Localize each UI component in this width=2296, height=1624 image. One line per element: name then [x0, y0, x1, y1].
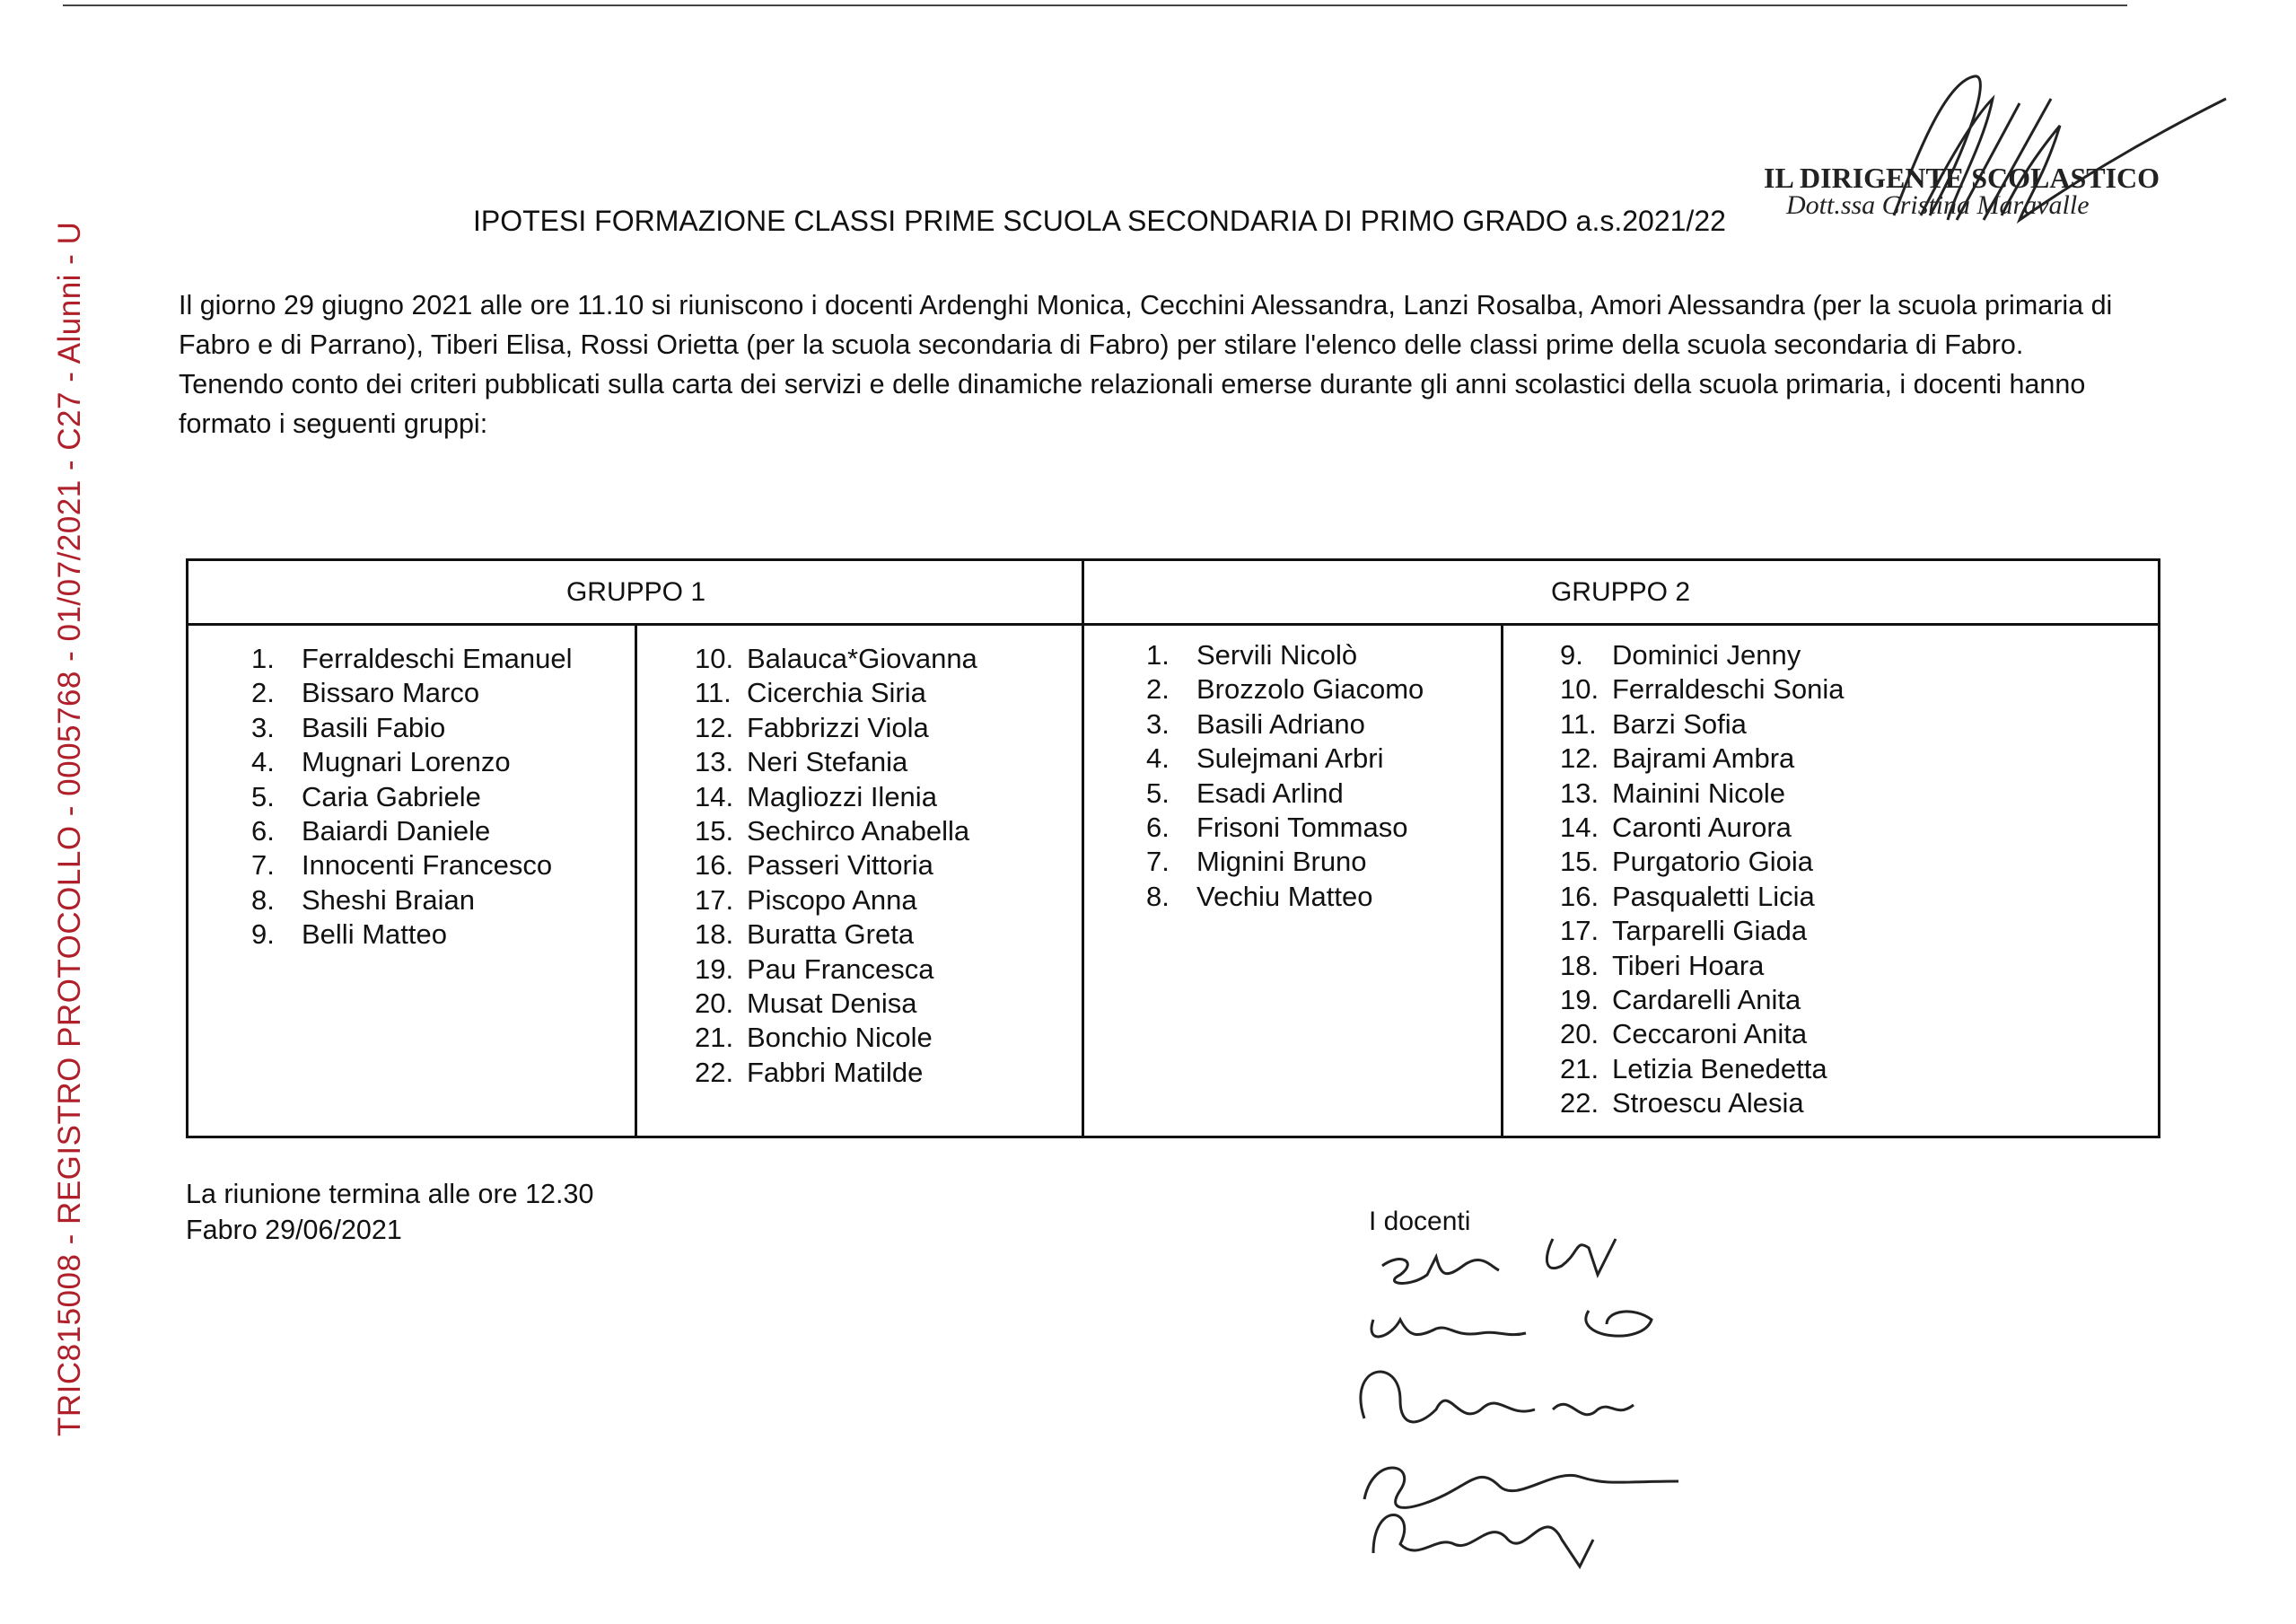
top-rule — [63, 4, 2127, 6]
student-number: 4. — [1146, 742, 1170, 775]
student-number: 12. — [695, 711, 734, 743]
student-item — [1560, 845, 1844, 879]
group-1-list-b — [695, 642, 977, 1090]
student-item — [695, 814, 977, 848]
student-number: 1. — [1146, 639, 1170, 671]
student-name: Caronti Aurora — [1612, 812, 1792, 844]
student-item — [251, 676, 573, 710]
student-item — [251, 814, 573, 848]
student-item — [1146, 880, 1424, 914]
student-item — [695, 676, 977, 710]
student-number: 13. — [1560, 777, 1599, 809]
student-number: 13. — [695, 746, 734, 778]
student-name: Pasqualetti Licia — [1612, 880, 1815, 912]
student-name: Piscopo Anna — [747, 883, 917, 916]
student-item — [1146, 707, 1424, 742]
column-divider — [635, 626, 637, 1136]
student-item — [251, 917, 573, 952]
student-name: Belli Matteo — [302, 918, 447, 951]
student-item — [1560, 742, 1844, 776]
student-number: 9. — [251, 918, 275, 951]
student-number: 9. — [1560, 639, 1583, 671]
column-divider — [1501, 626, 1503, 1136]
student-name: Fabbri Matilde — [747, 1056, 924, 1088]
student-item — [251, 642, 573, 676]
student-number: 12. — [1560, 742, 1599, 775]
student-number: 16. — [1560, 880, 1599, 912]
student-name: Letizia Benedetta — [1612, 1052, 1827, 1084]
student-name: Esadi Arlind — [1196, 777, 1344, 809]
place-date: Fabro 29/06/2021 — [186, 1215, 402, 1245]
student-name: Mugnari Lorenzo — [302, 746, 511, 778]
student-number: 16. — [695, 849, 734, 882]
student-name: Brozzolo Giacomo — [1196, 673, 1424, 706]
student-name: Stroescu Alesia — [1612, 1087, 1804, 1119]
student-name: Mainini Nicole — [1612, 777, 1785, 809]
student-item — [1560, 1052, 1844, 1086]
student-number: 6. — [1146, 812, 1170, 844]
student-item — [1560, 811, 1844, 845]
student-item — [695, 883, 977, 917]
student-name: Frisoni Tommaso — [1196, 812, 1408, 844]
student-number: 3. — [1146, 707, 1170, 740]
student-item — [1560, 777, 1844, 811]
student-number: 17. — [695, 883, 734, 916]
student-name: Sechirco Anabella — [747, 815, 970, 847]
intro-paragraph-1: Il giorno 29 giugno 2021 alle ore 11.10 si riuniscono i docenti Ardenghi Monica, Cecchini Alessandra, Lanzi Rosalba, Amori Alessandra (per la scuola primaria di Fabro e di Parrano), Tiberi Elisa, Rossi Orietta (per la scuola secondaria di Fabro) per stilare l'elenco delle classi prime della scuola secondaria di Fabro. — [179, 290, 2113, 360]
student-item — [695, 848, 977, 882]
student-name: Sheshi Braian — [302, 883, 476, 916]
student-name: Cardarelli Anita — [1612, 984, 1801, 1016]
student-name: Baiardi Daniele — [302, 815, 491, 847]
intro-text — [179, 285, 2135, 443]
protocol-stamp: TRIC815008 - REGISTRO PROTOCOLLO - 0005768 - 01/07/2021 - C27 - Alunni - U — [52, 221, 87, 1436]
student-item — [1560, 983, 1844, 1017]
student-item — [251, 780, 573, 814]
student-name: Ceccaroni Anita — [1612, 1018, 1808, 1050]
student-item — [695, 952, 977, 987]
student-number: 8. — [1146, 880, 1170, 912]
student-number: 19. — [695, 952, 734, 985]
student-number: 11. — [1560, 707, 1597, 740]
student-item — [251, 745, 573, 779]
student-name: Buratta Greta — [747, 918, 915, 951]
student-number: 10. — [695, 643, 734, 674]
student-number: 3. — [251, 711, 275, 743]
teachers-label: I docenti — [1369, 1207, 1471, 1236]
student-number: 7. — [251, 849, 275, 882]
student-number: 7. — [1146, 846, 1170, 878]
student-name: Fabbrizzi Viola — [747, 711, 929, 743]
student-number: 18. — [695, 918, 734, 951]
student-name: Bajrami Ambra — [1612, 742, 1795, 775]
dirigente-signature — [1867, 63, 2244, 242]
student-name: Magliozzi Ilenia — [747, 780, 937, 812]
student-name: Vechiu Matteo — [1196, 880, 1373, 912]
student-item — [695, 780, 977, 814]
group-1-list-a — [251, 642, 573, 952]
student-name: Ferraldeschi Sonia — [1612, 673, 1845, 706]
student-number: 6. — [251, 815, 275, 847]
group-2-list-a — [1146, 638, 1424, 914]
student-name: Purgatorio Gioia — [1612, 846, 1814, 878]
student-item — [1560, 914, 1844, 948]
student-name: Balauca*Giovanna — [747, 643, 977, 674]
group-1-header: GRUPPO 1 — [188, 561, 1083, 626]
student-number: 10. — [1560, 673, 1599, 706]
student-item — [1560, 672, 1844, 707]
groups-table — [186, 558, 2160, 1138]
student-item — [1560, 880, 1844, 914]
student-number: 5. — [251, 780, 275, 812]
student-name: Servili Nicolò — [1196, 639, 1358, 671]
dirigente-name: Dott.ssa Cristina Maravalle — [1786, 190, 2090, 220]
student-number: 20. — [1560, 1018, 1599, 1050]
student-item — [251, 883, 573, 917]
student-item — [695, 1021, 977, 1055]
student-item — [1560, 707, 1844, 742]
student-name: Mignini Bruno — [1196, 846, 1367, 878]
student-item — [1560, 949, 1844, 983]
student-name: Basili Adriano — [1196, 707, 1365, 740]
group-divider — [1082, 561, 1084, 1136]
student-number: 4. — [251, 746, 275, 778]
student-number: 15. — [695, 815, 734, 847]
student-item — [695, 745, 977, 779]
student-number: 21. — [1560, 1052, 1599, 1084]
student-name: Neri Stefania — [747, 746, 908, 778]
intro-paragraph-2: Tenendo conto dei criteri pubblicati sulla carta dei servizi e delle dinamiche relazionali emerse durante gli anni scolastici della scuola primaria, i docenti hanno formato i seguenti gruppi: — [179, 369, 2086, 439]
student-name: Dominici Jenny — [1612, 639, 1801, 671]
student-number: 19. — [1560, 984, 1599, 1016]
teachers-signatures — [1346, 1212, 1831, 1589]
student-name: Ferraldeschi Emanuel — [302, 643, 573, 674]
student-name: Bonchio Nicole — [747, 1022, 933, 1054]
footer — [186, 1176, 593, 1248]
student-item — [695, 642, 977, 676]
student-item — [1560, 638, 1844, 672]
student-item — [251, 848, 573, 882]
dirigente-label: IL DIRIGENTE SCOLASTICO — [1764, 162, 2160, 194]
student-name: Tarparelli Giada — [1612, 915, 1808, 947]
student-item — [1146, 811, 1424, 845]
student-number: 2. — [1146, 673, 1170, 706]
student-number: 15. — [1560, 846, 1599, 878]
student-number: 8. — [251, 883, 275, 916]
student-item — [1146, 777, 1424, 811]
group-2-list-b — [1560, 638, 1844, 1121]
student-item — [1146, 742, 1424, 776]
student-number: 5. — [1146, 777, 1170, 809]
student-number: 17. — [1560, 915, 1599, 947]
student-name: Musat Denisa — [747, 988, 917, 1020]
student-item — [695, 1056, 977, 1090]
document-title: IPOTESI FORMAZIONE CLASSI PRIME SCUOLA SECONDARIA DI PRIMO GRADO a.s.2021/22 — [473, 205, 1726, 237]
group-2-header: GRUPPO 2 — [1083, 561, 2158, 626]
student-name: Sulejmani Arbri — [1196, 742, 1384, 775]
student-number: 14. — [1560, 812, 1599, 844]
student-name: Cicerchia Siria — [747, 677, 926, 709]
student-name: Basili Fabio — [302, 711, 446, 743]
student-item — [695, 917, 977, 952]
student-name: Passeri Vittoria — [747, 849, 933, 882]
end-time: La riunione termina alle ore 12.30 — [186, 1179, 594, 1209]
student-number: 11. — [695, 677, 732, 709]
student-number: 22. — [695, 1056, 734, 1088]
student-name: Pau Francesca — [747, 952, 934, 985]
student-item — [1146, 672, 1424, 707]
student-number: 22. — [1560, 1087, 1599, 1119]
student-item — [1146, 845, 1424, 879]
student-item — [1146, 638, 1424, 672]
student-number: 21. — [695, 1022, 734, 1054]
student-name: Bissaro Marco — [302, 677, 480, 709]
student-item — [1560, 1086, 1844, 1120]
student-name: Caria Gabriele — [302, 780, 481, 812]
student-number: 18. — [1560, 949, 1599, 981]
student-item — [695, 711, 977, 745]
student-item — [251, 711, 573, 745]
student-item — [1560, 1017, 1844, 1051]
student-number: 2. — [251, 677, 275, 709]
student-name: Tiberi Hoara — [1612, 949, 1765, 981]
student-item — [695, 987, 977, 1021]
student-name: Barzi Sofia — [1612, 707, 1747, 740]
student-number: 1. — [251, 643, 275, 674]
student-name: Innocenti Francesco — [302, 849, 553, 882]
student-number: 14. — [695, 780, 734, 812]
student-number: 20. — [695, 988, 734, 1020]
